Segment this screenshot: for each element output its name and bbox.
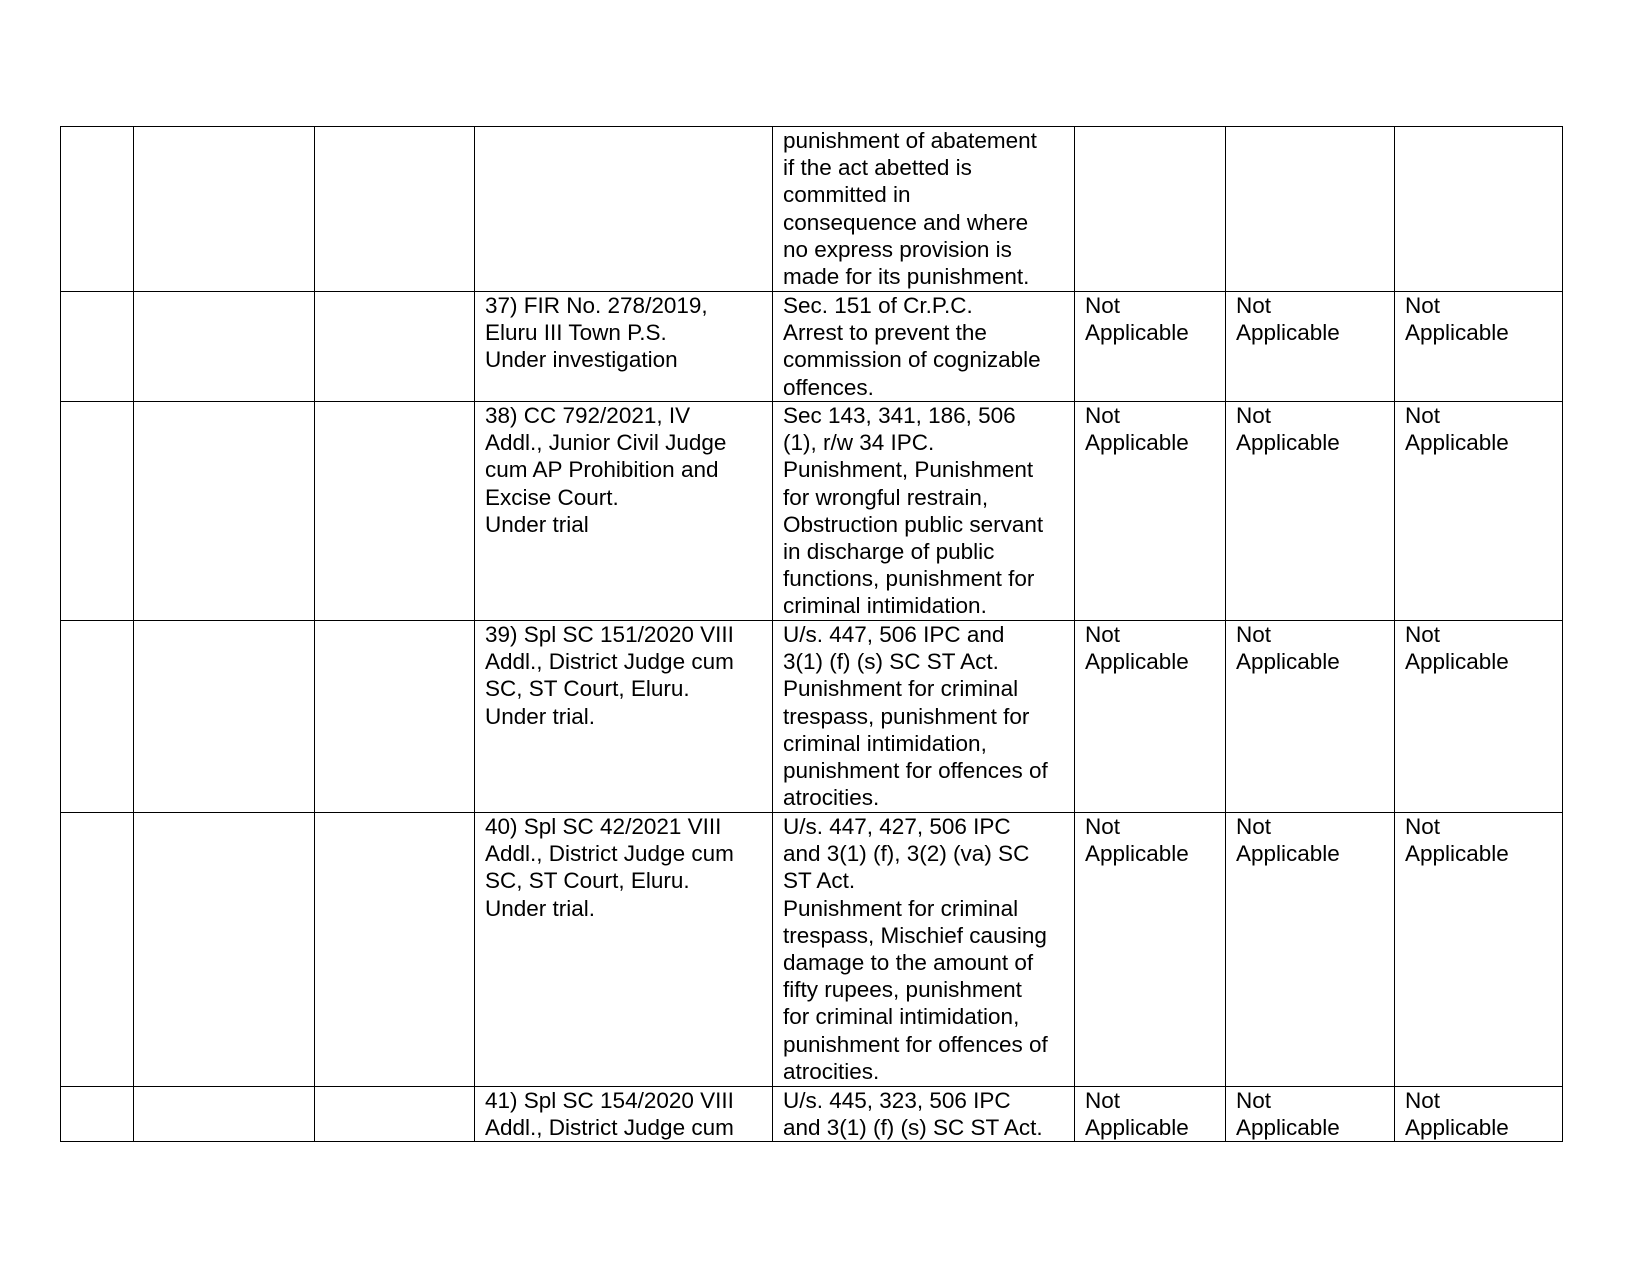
case-details-cell: 39) Spl SC 151/2020 VIII Addl., District Judge cum SC, ST Court, Eluru. Under trial. <box>475 621 773 813</box>
table-cell <box>61 127 134 292</box>
table-cell <box>134 292 315 402</box>
table-cell <box>61 1087 134 1142</box>
applicability-cell: Not Applicable <box>1075 292 1226 402</box>
table-cell <box>134 127 315 292</box>
table-row <box>61 127 1563 292</box>
applicability-cell: Not Applicable <box>1395 1087 1563 1142</box>
applicability-cell: Not Applicable <box>1395 813 1563 1087</box>
table-cell <box>1075 127 1226 292</box>
table-cell <box>134 813 315 1087</box>
case-details-cell: 38) CC 792/2021, IV Addl., Junior Civil Judge cum AP Prohibition and Excise Court. Under trial <box>475 402 773 621</box>
sections-cell: Sec 143, 341, 186, 506 (1), r/w 34 IPC. Punishment, Punishment for wrongful restrain, Obstruction public servant in discharge of public functions, punishment for criminal intimidation. <box>773 402 1075 621</box>
table-cell <box>61 813 134 1087</box>
sections-cell: U/s. 445, 323, 506 IPC and 3(1) (f) (s) SC ST Act. <box>773 1087 1075 1142</box>
table-cell <box>61 402 134 621</box>
applicability-cell: Not Applicable <box>1075 1087 1226 1142</box>
applicability-cell: Not Applicable <box>1395 292 1563 402</box>
applicability-cell: Not Applicable <box>1226 402 1395 621</box>
sections-cell: Sec. 151 of Cr.P.C. Arrest to prevent the commission of cognizable offences. <box>773 292 1075 402</box>
table-cell <box>1226 127 1395 292</box>
criminal-cases-table <box>60 126 1563 1142</box>
case-details-cell <box>475 127 773 292</box>
applicability-cell: Not Applicable <box>1075 813 1226 1087</box>
sections-cell: U/s. 447, 427, 506 IPC and 3(1) (f), 3(2) (va) SC ST Act. Punishment for criminal trespass, Mischief causing damage to the amount of fifty rupees, punishment for criminal intimidation, punishment for offences of atrocities. <box>773 813 1075 1087</box>
table-cell <box>315 402 475 621</box>
table-cell <box>315 813 475 1087</box>
table-cell <box>61 621 134 813</box>
table-cell <box>315 292 475 402</box>
applicability-cell: Not Applicable <box>1226 1087 1395 1142</box>
table-cell <box>315 621 475 813</box>
applicability-cell: Not Applicable <box>1226 813 1395 1087</box>
table-cell <box>134 621 315 813</box>
sections-cell: U/s. 447, 506 IPC and 3(1) (f) (s) SC ST Act. Punishment for criminal trespass, punishment for criminal intimidation, punishment for offences of atrocities. <box>773 621 1075 813</box>
applicability-cell: Not Applicable <box>1395 621 1563 813</box>
applicability-cell: Not Applicable <box>1075 621 1226 813</box>
table-row <box>61 292 1563 402</box>
applicability-cell: Not Applicable <box>1075 402 1226 621</box>
applicability-cell: Not Applicable <box>1226 621 1395 813</box>
applicability-cell: Not Applicable <box>1395 402 1563 621</box>
applicability-cell: Not Applicable <box>1226 292 1395 402</box>
table-cell <box>61 292 134 402</box>
table-row <box>61 621 1563 813</box>
table-row <box>61 813 1563 1087</box>
table-cell <box>315 127 475 292</box>
table-cell <box>134 1087 315 1142</box>
sections-cell: punishment of abatement if the act abetted is committed in consequence and where no express provision is made for its punishment. <box>773 127 1075 292</box>
case-details-cell: 41) Spl SC 154/2020 VIII Addl., District Judge cum <box>475 1087 773 1142</box>
table-row <box>61 1087 1563 1142</box>
table-cell <box>134 402 315 621</box>
table-cell <box>315 1087 475 1142</box>
table-row <box>61 402 1563 621</box>
case-details-cell: 37) FIR No. 278/2019, Eluru III Town P.S. Under investigation <box>475 292 773 402</box>
table-cell <box>1395 127 1563 292</box>
case-details-cell: 40) Spl SC 42/2021 VIII Addl., District Judge cum SC, ST Court, Eluru. Under trial. <box>475 813 773 1087</box>
